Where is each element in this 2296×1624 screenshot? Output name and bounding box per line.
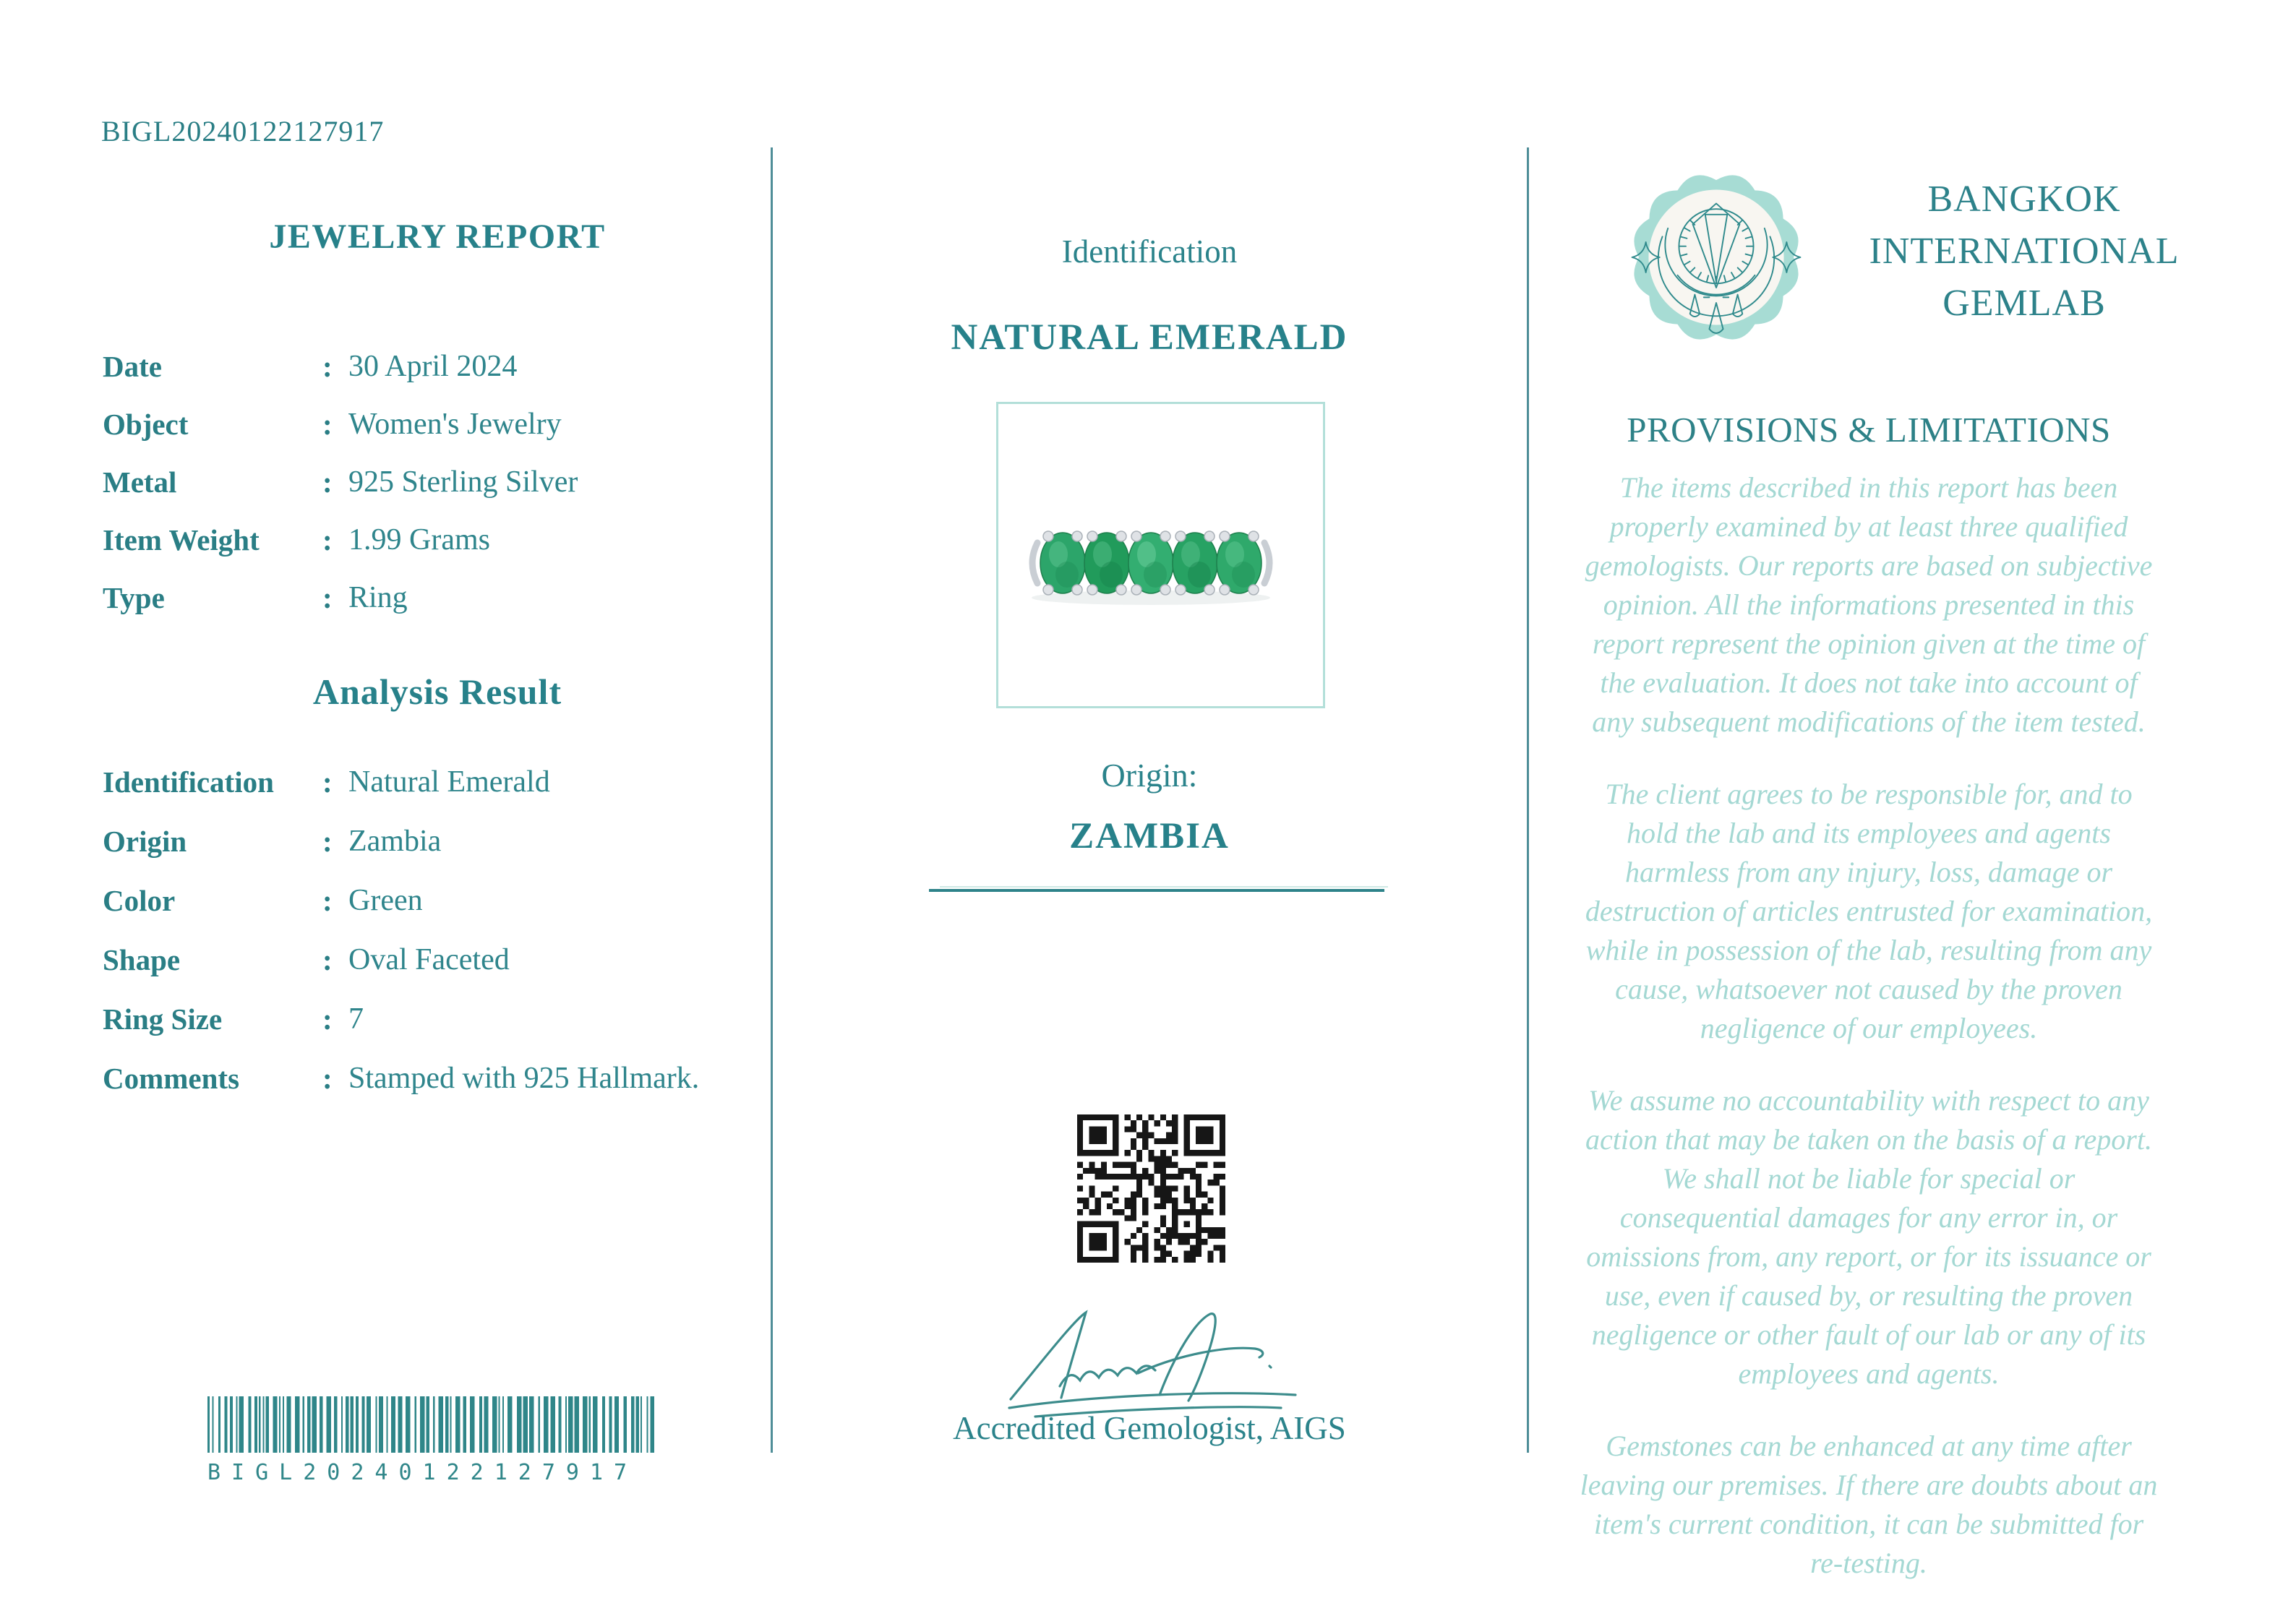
analysis-value: Stamped with 925 Hallmark. (348, 1062, 700, 1095)
gemologist-signature (989, 1292, 1323, 1421)
analysis-row (103, 752, 775, 812)
detail-row (103, 569, 775, 627)
analysis-value: Natural Emerald (348, 765, 550, 799)
detail-value: Women's Jewelry (348, 408, 562, 441)
separator-line (929, 889, 1384, 892)
analysis-colon: : (322, 765, 333, 799)
separator-line-light (940, 886, 1388, 888)
analysis-label: Comments (103, 1062, 240, 1095)
provisions-paragraph: Gemstones can be enhanced at any time after leaving our premises. If there are doubts about an item's current condition, it can be submitted for re-testing. (1580, 1430, 2158, 1579)
detail-label: Item Weight (103, 523, 260, 557)
analysis-colon: : (322, 943, 333, 976)
emerald-ring-photo-icon (998, 404, 1323, 706)
report-title: JEWELRY REPORT (269, 218, 606, 256)
detail-colon: : (322, 581, 333, 614)
provisions-text (1580, 468, 2158, 1616)
gem-name: NATURAL EMERALD (951, 317, 1348, 358)
detail-colon: : (322, 350, 333, 383)
analysis-colon: : (322, 1002, 333, 1036)
analysis-value: Oval Faceted (348, 943, 510, 976)
detail-row (103, 453, 775, 511)
lab-name-line: BANGKOK (1927, 179, 2121, 220)
detail-value: 925 Sterling Silver (348, 465, 578, 499)
analysis-colon: : (322, 825, 333, 858)
lab-name-line: GEMLAB (1942, 283, 2106, 324)
analysis-row (103, 930, 775, 989)
analysis-result-title: Analysis Result (312, 671, 562, 712)
detail-row (103, 395, 775, 453)
analysis-label: Origin (103, 825, 187, 858)
analysis-colon: : (322, 884, 333, 917)
analysis-label: Color (103, 884, 176, 917)
qr-code-icon (1077, 1114, 1225, 1263)
analysis-row (103, 871, 775, 930)
details-list (103, 338, 775, 627)
detail-row (103, 338, 775, 395)
detail-label: Date (103, 350, 162, 383)
signer-title: Accredited Gemologist, AIGS (953, 1410, 1346, 1446)
detail-row (103, 511, 775, 569)
analysis-value: Zambia (348, 825, 442, 858)
lab-name (1793, 173, 2256, 330)
analysis-label: Ring Size (103, 1002, 223, 1036)
barcode-text: BIGL20240122127917 (207, 1460, 638, 1485)
analysis-label: Identification (103, 765, 274, 799)
provisions-paragraph: The items described in this report has been properly examined by at least three qualified gemologists. Our reports are based on subjective opinion. All the informations presented in this report represent the opinion given at the time of the evaluation. It does not take into account of any subsequent modifications of the item tested. (1585, 471, 2153, 738)
detail-label: Metal (103, 465, 177, 499)
report-number: BIGL20240122127917 (101, 115, 385, 147)
jewelry-photo-frame (996, 402, 1325, 708)
analysis-list (103, 752, 775, 1108)
provisions-paragraph: We assume no accountability with respect to any action that may be taken on the basis of a report. We shall not be liable for special or consequential damages for any error in, or omissions from, any report, or for its issuance or use, even if caused by, or resulting the proven negligence or other fault of our lab or any of its employees and agents. (1585, 1084, 2152, 1390)
analysis-row (103, 812, 775, 871)
gemlab-badge-icon (1625, 159, 1807, 356)
analysis-colon: : (322, 1062, 333, 1095)
lab-name-line: INTERNATIONAL (1869, 231, 2180, 272)
detail-label: Object (103, 408, 189, 441)
detail-colon: : (322, 523, 333, 557)
detail-value: 30 April 2024 (348, 350, 518, 383)
barcode-icon (207, 1396, 654, 1453)
detail-colon: : (322, 408, 333, 441)
detail-value: Ring (348, 581, 408, 614)
provisions-paragraph: The client agrees to be responsible for, and to hold the lab and its employees and agents harmless from any injury, loss, damage or destruction of articles entrusted for examination, while in possession of the lab, resulting from any cause, whatsoever not caused by the proven negligence of our employees. (1585, 778, 2153, 1044)
detail-label: Type (103, 581, 165, 614)
analysis-label: Shape (103, 943, 181, 976)
identification-heading: Identification (1061, 233, 1238, 270)
provisions-title: PROVISIONS & LIMITATIONS (1627, 410, 2111, 450)
analysis-row (103, 1049, 775, 1108)
analysis-row (103, 989, 775, 1049)
origin-value: ZAMBIA (1069, 816, 1230, 856)
origin-label: Origin: (1101, 757, 1198, 794)
detail-value: 1.99 Grams (348, 523, 490, 557)
analysis-value: Green (348, 884, 423, 917)
analysis-value: 7 (348, 1002, 364, 1036)
detail-colon: : (322, 465, 333, 499)
emerald-stones (1040, 533, 1261, 593)
